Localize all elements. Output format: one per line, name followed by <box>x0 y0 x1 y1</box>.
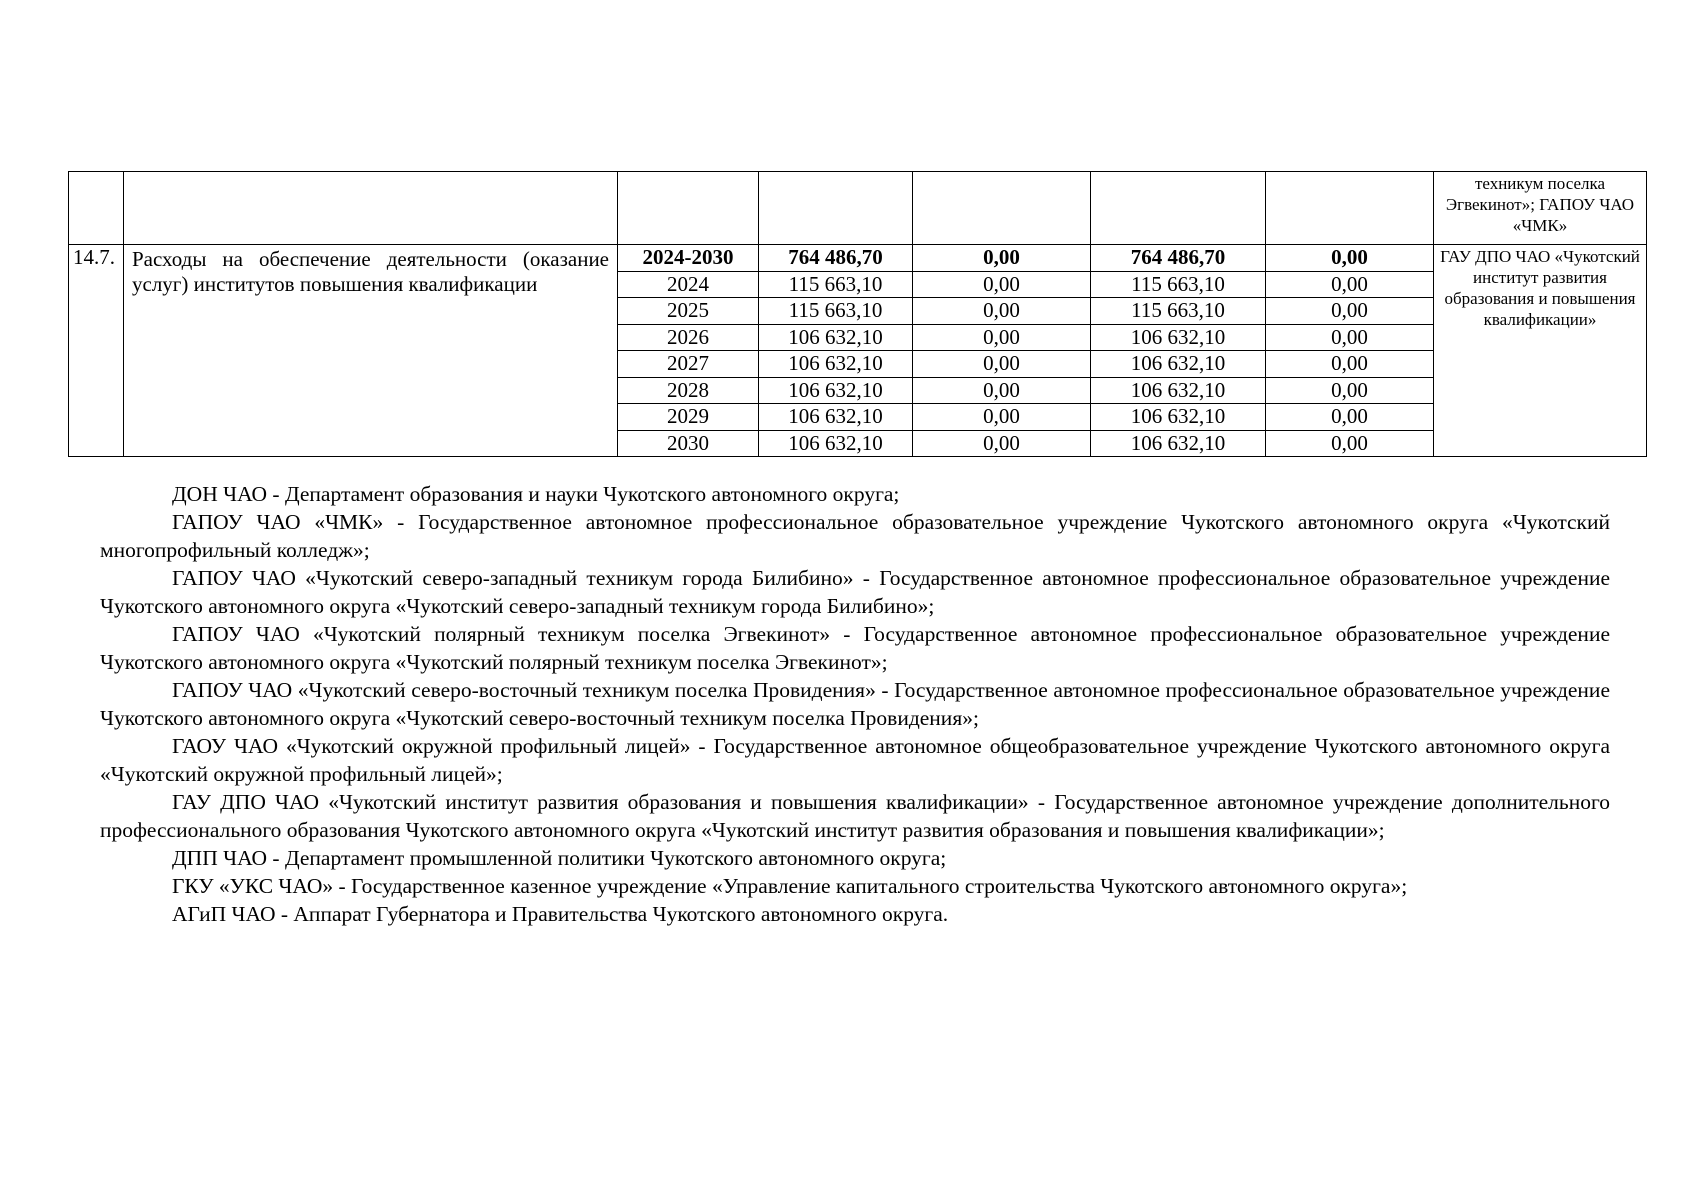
cell-total: 115 663,10 <box>759 271 913 298</box>
cell-col4: 0,00 <box>1266 377 1434 404</box>
cell-col2: 0,00 <box>913 377 1091 404</box>
abbreviation-item: ГАПОУ ЧАО «ЧМК» - Государственное автономное профессиональное образовательное учреждение Чукотского автономного округа «Чукотский многопрофильный колледж»; <box>100 510 1610 562</box>
cell-col4: 0,00 <box>1266 404 1434 431</box>
cell-col3: 115 663,10 <box>1091 298 1266 325</box>
cell-empty <box>1266 172 1434 245</box>
row-name: Расходы на обеспечение деятельности (оказание услуг) институтов повышения квалификации <box>124 245 618 457</box>
cell-col4: 0,00 <box>1266 324 1434 351</box>
cell-empty <box>69 172 124 245</box>
abbreviation-item: ГАПОУ ЧАО «Чукотский полярный техникум поселка Эгвекинот» - Государственное автономное профессиональное образовательное учреждение Чукотского автономного округа «Чукотский полярный техникум поселка Эгвекинот»; <box>100 622 1610 674</box>
cell-col3: 106 632,10 <box>1091 351 1266 378</box>
cell-col2: 0,00 <box>913 271 1091 298</box>
cell-col2: 0,00 <box>913 298 1091 325</box>
cell-period: 2024-2030 <box>618 245 759 272</box>
cell-col3: 764 486,70 <box>1091 245 1266 272</box>
cell-col4: 0,00 <box>1266 430 1434 457</box>
cell-col2: 0,00 <box>913 430 1091 457</box>
budget-table <box>68 171 1647 457</box>
cell-col3: 106 632,10 <box>1091 430 1266 457</box>
cell-period: 2027 <box>618 351 759 378</box>
cell-col2: 0,00 <box>913 351 1091 378</box>
abbreviation-item: ДПП ЧАО - Департамент промышленной политики Чукотского автономного округа; <box>172 846 947 870</box>
table-row-continuation <box>69 172 1647 245</box>
cell-empty <box>618 172 759 245</box>
cell-col2: 0,00 <box>913 245 1091 272</box>
abbreviation-item: ГКУ «УКС ЧАО» - Государственное казенное учреждение «Управление капитального строительства Чукотского автономного округа»; <box>172 874 1408 898</box>
cell-empty <box>913 172 1091 245</box>
cell-total: 106 632,10 <box>759 430 913 457</box>
cell-col2: 0,00 <box>913 404 1091 431</box>
abbreviation-item: ГАПОУ ЧАО «Чукотский северо-восточный техникум поселка Провидения» - Государственное автономное профессиональное образовательное учреждение Чукотского автономного округа «Чукотский северо-восточный техникум поселка Провидения»; <box>100 678 1610 730</box>
cell-empty <box>1091 172 1266 245</box>
abbreviation-item: АГиП ЧАО - Аппарат Губернатора и Правительства Чукотского автономного округа. <box>172 902 949 926</box>
cell-total: 115 663,10 <box>759 298 913 325</box>
cell-col4: 0,00 <box>1266 351 1434 378</box>
abbreviation-item: ГАУ ДПО ЧАО «Чукотский институт развития образования и повышения квалификации» - Государственное автономное учреждение дополнительного профессионального образования Чукотского автономного округа «Чукотский институт развития образования и повышения квалификации»; <box>100 790 1610 842</box>
cell-col4: 0,00 <box>1266 298 1434 325</box>
cell-period: 2029 <box>618 404 759 431</box>
cell-col3: 106 632,10 <box>1091 404 1266 431</box>
abbreviation-item: ГАПОУ ЧАО «Чукотский северо-западный техникум города Билибино» - Государственное автономное профессиональное образовательное учреждение Чукотского автономного округа «Чукотский северо-западный техникум города Билибино»; <box>100 566 1610 618</box>
cell-col2: 0,00 <box>913 324 1091 351</box>
abbreviation-item: ДОН ЧАО - Департамент образования и науки Чукотского автономного округа; <box>172 482 900 506</box>
cell-col3: 106 632,10 <box>1091 377 1266 404</box>
row-number: 14.7. <box>69 245 124 457</box>
cell-col3: 115 663,10 <box>1091 271 1266 298</box>
executor-cell: ГАУ ДПО ЧАО «Чукотский институт развития образования и повышения квалификации» <box>1434 245 1647 457</box>
cell-total: 106 632,10 <box>759 351 913 378</box>
cell-period: 2026 <box>618 324 759 351</box>
cell-empty <box>759 172 913 245</box>
cell-period: 2028 <box>618 377 759 404</box>
cell-col4: 0,00 <box>1266 245 1434 272</box>
cell-col4: 0,00 <box>1266 271 1434 298</box>
cell-period: 2024 <box>618 271 759 298</box>
abbreviations-list <box>100 480 1610 928</box>
cell-col3: 106 632,10 <box>1091 324 1266 351</box>
cell-period: 2025 <box>618 298 759 325</box>
table-row <box>69 245 1647 272</box>
cell-empty <box>124 172 618 245</box>
cell-total: 106 632,10 <box>759 404 913 431</box>
cell-total: 106 632,10 <box>759 324 913 351</box>
cell-total: 764 486,70 <box>759 245 913 272</box>
executor-cell: техникум поселка Эгвекинот»; ГАПОУ ЧАО «ЧМК» <box>1434 172 1647 245</box>
abbreviation-item: ГАОУ ЧАО «Чукотский окружной профильный лицей» - Государственное автономное общеобразовательное учреждение Чукотского автономного округа «Чукотский окружной профильный лицей»; <box>100 734 1610 786</box>
cell-period: 2030 <box>618 430 759 457</box>
cell-total: 106 632,10 <box>759 377 913 404</box>
